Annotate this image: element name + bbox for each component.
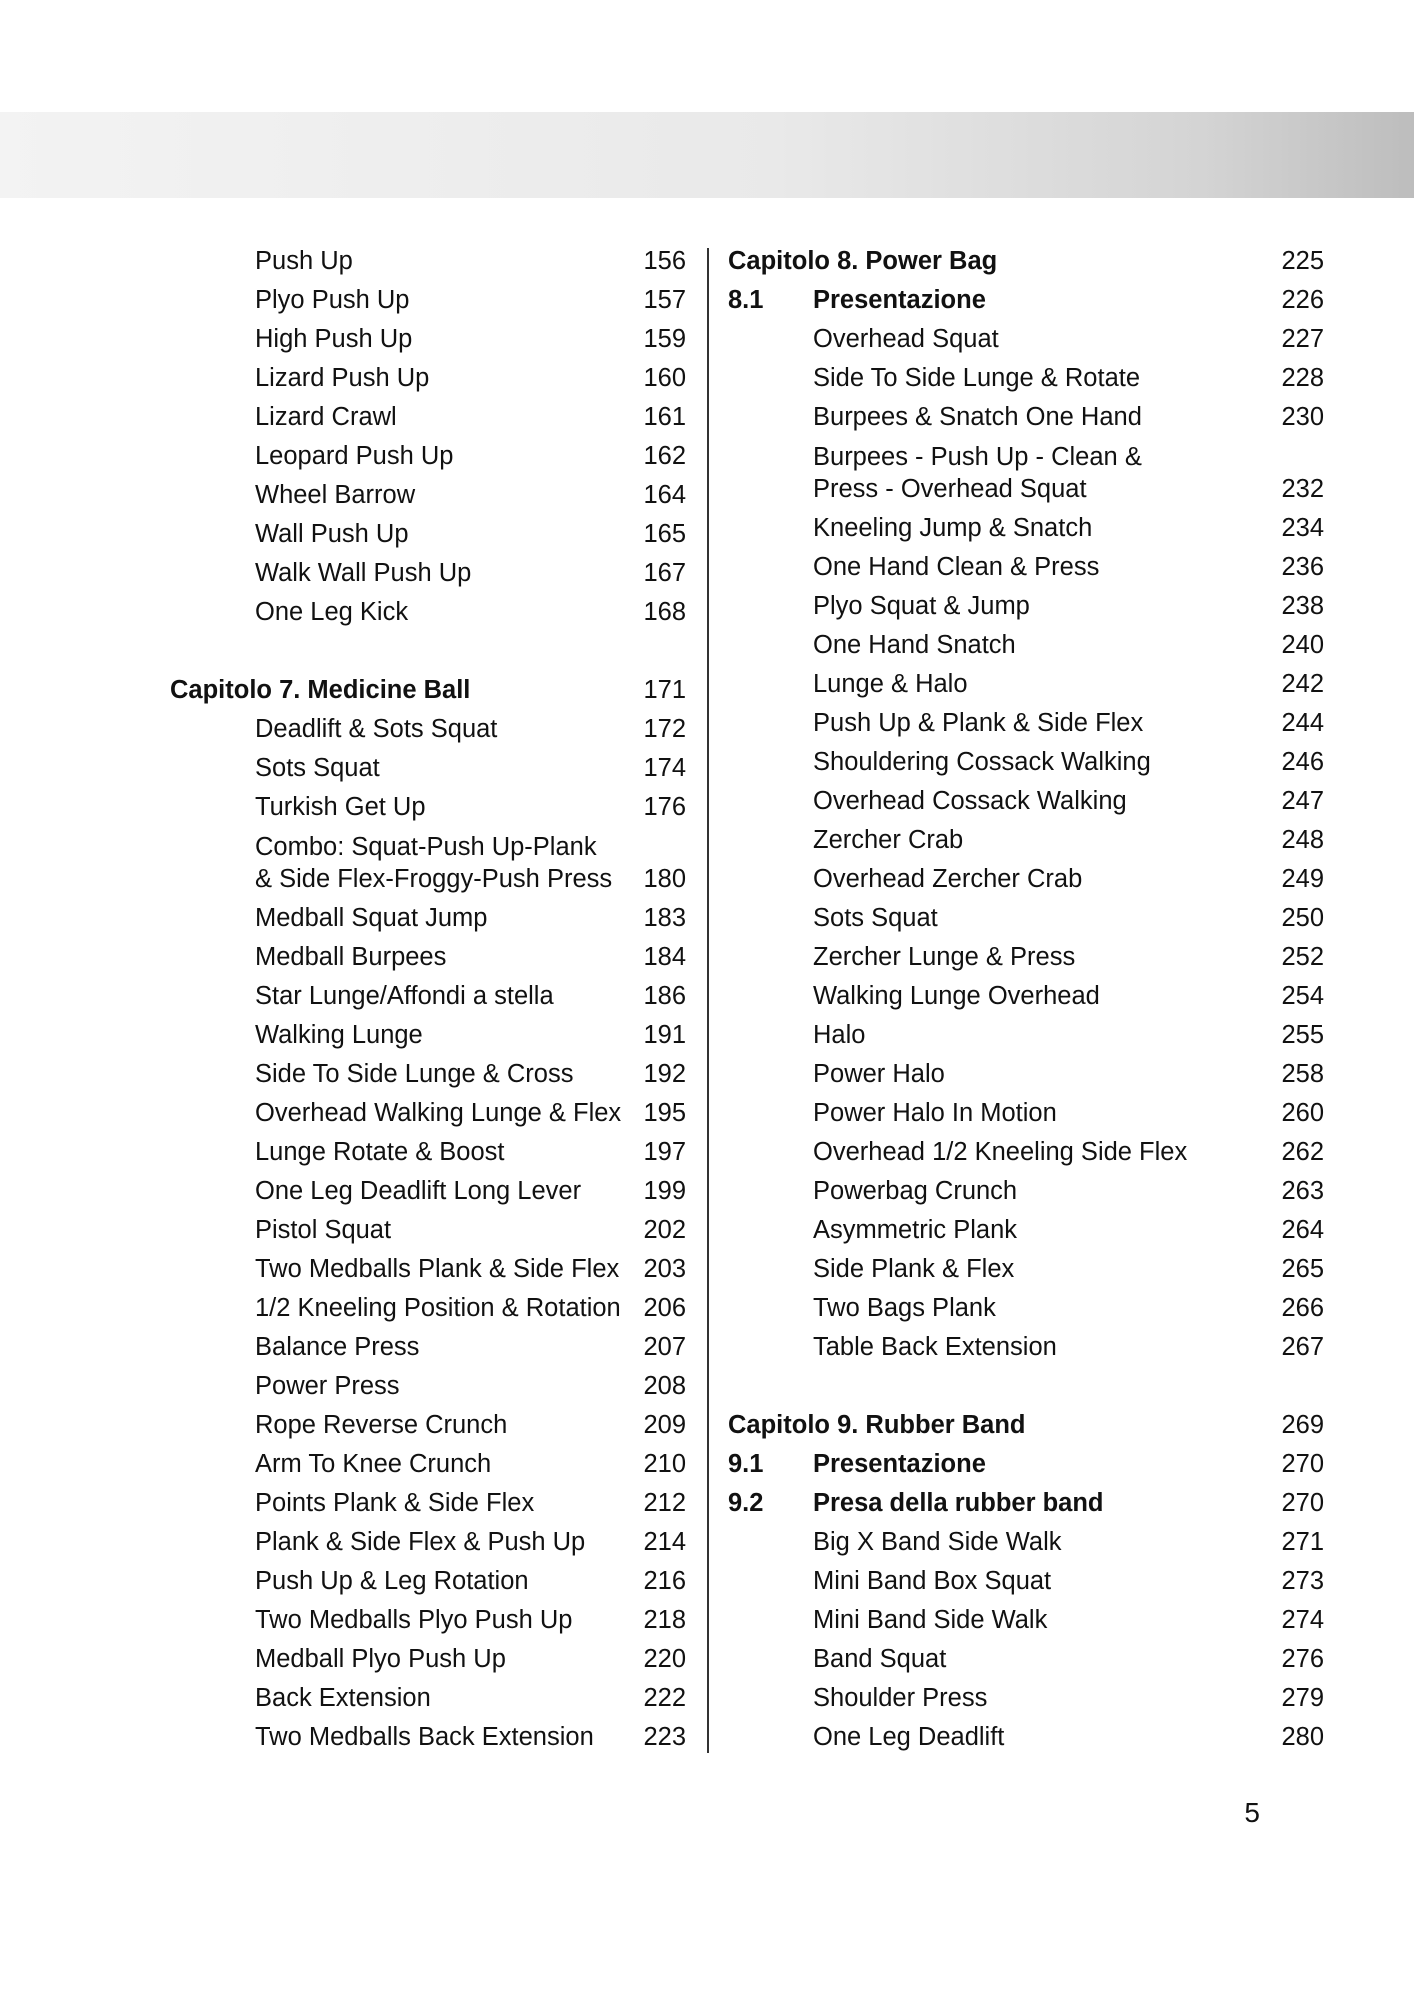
toc-entry-title: Burpees - Push Up - Clean & Press - Overhead Squat bbox=[813, 443, 1142, 503]
toc-entry-title: Walk Wall Push Up bbox=[255, 559, 472, 587]
toc-entry-page: 250 bbox=[1281, 904, 1324, 932]
toc-entry-page: 176 bbox=[643, 793, 686, 821]
toc-entry-page: 263 bbox=[1281, 1177, 1324, 1205]
toc-entry[interactable] bbox=[0, 437, 700, 476]
toc-entry-page: 273 bbox=[1281, 1567, 1324, 1595]
toc-entry-page: 202 bbox=[643, 1216, 686, 1244]
toc-entry-page: 156 bbox=[643, 247, 686, 275]
toc-entry[interactable] bbox=[0, 1055, 700, 1094]
toc-entry-page: 164 bbox=[643, 481, 686, 509]
toc-entry-title: Lizard Crawl bbox=[255, 403, 397, 431]
toc-entry-title: Side To Side Lunge & Rotate bbox=[813, 364, 1141, 392]
toc-entry-page: 240 bbox=[1281, 631, 1324, 659]
toc-entry-page: 186 bbox=[643, 982, 686, 1010]
toc-group bbox=[0, 899, 700, 1757]
toc-entry-title: Side Plank & Flex bbox=[813, 1255, 1015, 1283]
toc-entry-page: 244 bbox=[1281, 709, 1324, 737]
toc-entry-page: 214 bbox=[643, 1528, 686, 1556]
section-page: 226 bbox=[1281, 286, 1324, 314]
toc-entry-page: 264 bbox=[1281, 1216, 1324, 1244]
toc-entry[interactable] bbox=[0, 1406, 700, 1445]
toc-chapter-heading[interactable] bbox=[0, 671, 700, 710]
toc-entry-page: 160 bbox=[643, 364, 686, 392]
toc-right-column bbox=[710, 242, 1324, 1757]
toc-entry-title: Back Extension bbox=[255, 1684, 431, 1712]
toc-entry-page: 167 bbox=[643, 559, 686, 587]
toc-entry[interactable] bbox=[710, 1055, 1324, 1094]
toc-entry-title: Wheel Barrow bbox=[255, 481, 416, 509]
toc-entry[interactable] bbox=[710, 626, 1324, 665]
toc-entry[interactable] bbox=[0, 476, 700, 515]
toc-entry-title: Mini Band Side Walk bbox=[813, 1606, 1048, 1634]
toc-entry-title: Power Halo bbox=[813, 1060, 945, 1088]
toc-entry[interactable] bbox=[710, 782, 1324, 821]
toc-entry-title: Overhead Squat bbox=[813, 325, 999, 353]
toc-entry-page: 159 bbox=[643, 325, 686, 353]
toc-entry-page: 191 bbox=[643, 1021, 686, 1049]
toc-section-heading[interactable] bbox=[710, 1445, 1324, 1484]
toc-entry-page: 209 bbox=[643, 1411, 686, 1439]
toc-entry[interactable] bbox=[710, 437, 1324, 509]
toc-entry[interactable] bbox=[710, 704, 1324, 743]
toc-entry-title: Power Press bbox=[255, 1372, 400, 1400]
toc-entry-page: 246 bbox=[1281, 748, 1324, 776]
toc-entry[interactable] bbox=[0, 281, 700, 320]
toc-entry-page: 162 bbox=[643, 442, 686, 470]
toc-entry[interactable] bbox=[0, 1562, 700, 1601]
toc-group bbox=[0, 710, 700, 827]
toc-entry-title: One Hand Clean & Press bbox=[813, 553, 1100, 581]
toc-entry-page: 208 bbox=[643, 1372, 686, 1400]
toc-entry-page: 238 bbox=[1281, 592, 1324, 620]
toc-entry-page: 180 bbox=[643, 865, 686, 893]
toc-entry-title: Medball Plyo Push Up bbox=[255, 1645, 506, 1673]
toc-entry-page: 172 bbox=[643, 715, 686, 743]
toc-entry[interactable] bbox=[710, 1328, 1324, 1367]
toc-entry[interactable] bbox=[0, 1328, 700, 1367]
toc-entry-title: Plank & Side Flex & Push Up bbox=[255, 1528, 586, 1556]
section-number: 9.1 bbox=[728, 1450, 764, 1478]
toc-entry[interactable] bbox=[710, 1094, 1324, 1133]
toc-entry[interactable] bbox=[0, 749, 700, 788]
toc-entry-title: Band Squat bbox=[813, 1645, 947, 1673]
column-divider bbox=[707, 248, 709, 1753]
toc-entry-title: One Leg Kick bbox=[255, 598, 409, 626]
toc-entry-page: 210 bbox=[643, 1450, 686, 1478]
toc-entry[interactable] bbox=[0, 1523, 700, 1562]
toc-entry[interactable] bbox=[710, 821, 1324, 860]
toc-entry-title: One Leg Deadlift Long Lever bbox=[255, 1177, 582, 1205]
toc-entry[interactable] bbox=[710, 1718, 1324, 1757]
toc-entry-page: 199 bbox=[643, 1177, 686, 1205]
toc-group bbox=[710, 1523, 1324, 1757]
toc-entry[interactable] bbox=[0, 788, 700, 827]
toc-entry[interactable] bbox=[710, 1601, 1324, 1640]
toc-entry-page: 242 bbox=[1281, 670, 1324, 698]
toc-entry[interactable] bbox=[710, 743, 1324, 782]
spacer bbox=[710, 1367, 1300, 1406]
toc-entry-page: 157 bbox=[643, 286, 686, 314]
header-band bbox=[0, 112, 1414, 198]
toc-entry-title: Zercher Lunge & Press bbox=[813, 943, 1076, 971]
toc-entry[interactable] bbox=[710, 509, 1324, 548]
toc-entry[interactable] bbox=[710, 977, 1324, 1016]
toc-entry-title: Points Plank & Side Flex bbox=[255, 1489, 535, 1517]
toc-entry[interactable] bbox=[0, 1367, 700, 1406]
toc-entry-title: Lunge & Halo bbox=[813, 670, 968, 698]
toc-entry[interactable] bbox=[0, 1640, 700, 1679]
toc-entry[interactable] bbox=[0, 938, 700, 977]
toc-entry-title: Star Lunge/Affondi a stella bbox=[255, 982, 554, 1010]
toc-entry-title: Deadlift & Sots Squat bbox=[255, 715, 498, 743]
chapter-page: 171 bbox=[643, 676, 686, 704]
chapter-page: 269 bbox=[1281, 1411, 1324, 1439]
toc-entry-page: 197 bbox=[643, 1138, 686, 1166]
toc-entry-title: Turkish Get Up bbox=[255, 793, 426, 821]
toc-entry-page: 218 bbox=[643, 1606, 686, 1634]
toc-entry-title: High Push Up bbox=[255, 325, 413, 353]
toc-entry-title: Side To Side Lunge & Cross bbox=[255, 1060, 574, 1088]
toc-entry-page: 236 bbox=[1281, 553, 1324, 581]
toc-entry[interactable] bbox=[0, 1445, 700, 1484]
toc-entry-title: Table Back Extension bbox=[813, 1333, 1057, 1361]
toc-entry-title: Medball Squat Jump bbox=[255, 904, 488, 932]
page-number: 5 bbox=[1244, 1797, 1260, 1828]
toc-entry[interactable] bbox=[0, 1250, 700, 1289]
toc-entry-page: 228 bbox=[1281, 364, 1324, 392]
toc-entry-title: Two Medballs Back Extension bbox=[255, 1723, 594, 1751]
spacer bbox=[0, 632, 700, 671]
toc-entry[interactable] bbox=[0, 593, 700, 632]
toc-entry-title: Burpees & Snatch One Hand bbox=[813, 403, 1142, 431]
toc-entry[interactable] bbox=[710, 587, 1324, 626]
section-number: 9.2 bbox=[728, 1489, 764, 1517]
section-title: Presentazione bbox=[813, 1450, 986, 1478]
chapter-title: Capitolo 9. Rubber Band bbox=[728, 1411, 1026, 1439]
section-page: 270 bbox=[1281, 1489, 1324, 1517]
toc-entry-page: 195 bbox=[643, 1099, 686, 1127]
toc-entry-page: 267 bbox=[1281, 1333, 1324, 1361]
chapter-title: Capitolo 7. Medicine Ball bbox=[170, 676, 471, 704]
toc-entry[interactable] bbox=[710, 938, 1324, 977]
toc-entry[interactable] bbox=[0, 1601, 700, 1640]
toc-chapter-heading[interactable] bbox=[710, 1406, 1324, 1445]
toc-entry-title: Plyo Squat & Jump bbox=[813, 592, 1030, 620]
toc-entry[interactable] bbox=[0, 242, 700, 281]
toc-entry-title: Kneeling Jump & Snatch bbox=[813, 514, 1093, 542]
toc-entry[interactable] bbox=[0, 1016, 700, 1055]
toc-entry[interactable] bbox=[710, 665, 1324, 704]
toc-entry-page: 216 bbox=[643, 1567, 686, 1595]
toc-entry-page: 266 bbox=[1281, 1294, 1324, 1322]
toc-entry-page: 174 bbox=[643, 754, 686, 782]
toc-entry[interactable] bbox=[0, 1094, 700, 1133]
toc-entry[interactable] bbox=[710, 1172, 1324, 1211]
toc-entry-page: 183 bbox=[643, 904, 686, 932]
toc-entry-page: 192 bbox=[643, 1060, 686, 1088]
toc-group bbox=[710, 320, 1324, 437]
toc-entry-title: Halo bbox=[813, 1021, 866, 1049]
toc-entry-page: 276 bbox=[1281, 1645, 1324, 1673]
toc-entry-title: Two Medballs Plyo Push Up bbox=[255, 1606, 573, 1634]
toc-entry-page: 247 bbox=[1281, 787, 1324, 815]
toc-entry[interactable] bbox=[710, 1679, 1324, 1718]
toc-entry-title: Walking Lunge Overhead bbox=[813, 982, 1100, 1010]
toc-entry-title: 1/2 Kneeling Position & Rotation bbox=[255, 1294, 621, 1322]
toc-entry-page: 279 bbox=[1281, 1684, 1324, 1712]
toc-entry-title: Push Up & Leg Rotation bbox=[255, 1567, 529, 1595]
toc-entry-title: Shoulder Press bbox=[813, 1684, 988, 1712]
toc-entry-page: 258 bbox=[1281, 1060, 1324, 1088]
toc-entry-page: 254 bbox=[1281, 982, 1324, 1010]
toc-entry[interactable] bbox=[0, 515, 700, 554]
toc-entry[interactable] bbox=[0, 977, 700, 1016]
chapter-page: 225 bbox=[1281, 247, 1324, 275]
toc-entry-title: One Hand Snatch bbox=[813, 631, 1016, 659]
toc-entry-title: Overhead 1/2 Kneeling Side Flex bbox=[813, 1138, 1188, 1166]
toc-entry-title: Lunge Rotate & Boost bbox=[255, 1138, 505, 1166]
toc-entry-title: Walking Lunge bbox=[255, 1021, 423, 1049]
toc-left-column bbox=[0, 242, 700, 1757]
toc-entry-title: Plyo Push Up bbox=[255, 286, 410, 314]
toc-entry[interactable] bbox=[710, 359, 1324, 398]
toc-entry[interactable] bbox=[0, 1718, 700, 1757]
toc-entry-page: 227 bbox=[1281, 325, 1324, 353]
section-title: Presentazione bbox=[813, 286, 986, 314]
toc-entry[interactable] bbox=[710, 1250, 1324, 1289]
toc-entry-page: 223 bbox=[643, 1723, 686, 1751]
section-page: 270 bbox=[1281, 1450, 1324, 1478]
toc-entry-page: 220 bbox=[643, 1645, 686, 1673]
toc-entry-title: One Leg Deadlift bbox=[813, 1723, 1005, 1751]
toc-entry-title: Two Medballs Plank & Side Flex bbox=[255, 1255, 620, 1283]
toc-section-heading[interactable] bbox=[710, 1484, 1324, 1523]
toc-entry-page: 168 bbox=[643, 598, 686, 626]
toc-chapter-heading[interactable] bbox=[710, 242, 1324, 281]
toc-entry[interactable] bbox=[0, 710, 700, 749]
toc-entry-title: Overhead Zercher Crab bbox=[813, 865, 1083, 893]
toc-entry-title: Big X Band Side Walk bbox=[813, 1528, 1062, 1556]
toc-entry-page: 248 bbox=[1281, 826, 1324, 854]
toc-section-heading[interactable] bbox=[710, 281, 1324, 320]
section-number: 8.1 bbox=[728, 286, 764, 314]
toc-entry-title: Arm To Knee Crunch bbox=[255, 1450, 492, 1478]
toc-entry-title: Combo: Squat-Push Up-Plank & Side Flex-Froggy-Push Press bbox=[255, 833, 613, 893]
toc-entry-title: Mini Band Box Squat bbox=[813, 1567, 1052, 1595]
toc-entry[interactable] bbox=[0, 1484, 700, 1523]
toc-entry-title: Overhead Cossack Walking bbox=[813, 787, 1127, 815]
toc-entry-title: Overhead Walking Lunge & Flex bbox=[255, 1099, 622, 1127]
toc-entry-page: 252 bbox=[1281, 943, 1324, 971]
toc-entry-page: 265 bbox=[1281, 1255, 1324, 1283]
toc-entry-page: 161 bbox=[643, 403, 686, 431]
toc-entry[interactable] bbox=[710, 548, 1324, 587]
toc-entry[interactable] bbox=[0, 1211, 700, 1250]
toc-entry-page: 280 bbox=[1281, 1723, 1324, 1751]
toc-entry-page: 230 bbox=[1281, 403, 1324, 431]
toc-entry-title: Sots Squat bbox=[255, 754, 380, 782]
toc-entry-page: 222 bbox=[643, 1684, 686, 1712]
toc-entry-title: Shouldering Cossack Walking bbox=[813, 748, 1151, 776]
toc-entry-page: 165 bbox=[643, 520, 686, 548]
toc-entry-page: 260 bbox=[1281, 1099, 1324, 1127]
toc-entry-page: 249 bbox=[1281, 865, 1324, 893]
toc-entry[interactable] bbox=[710, 320, 1324, 359]
toc-entry-title: Power Halo In Motion bbox=[813, 1099, 1057, 1127]
toc-entry[interactable] bbox=[0, 398, 700, 437]
toc-entry[interactable] bbox=[0, 359, 700, 398]
toc-entry-page: 271 bbox=[1281, 1528, 1324, 1556]
toc-entry[interactable] bbox=[710, 1289, 1324, 1328]
toc-entry[interactable] bbox=[710, 860, 1324, 899]
toc-entry-title: Powerbag Crunch bbox=[813, 1177, 1018, 1205]
toc-entry[interactable] bbox=[710, 899, 1324, 938]
toc-entry-page: 203 bbox=[643, 1255, 686, 1283]
toc-entry[interactable] bbox=[0, 1172, 700, 1211]
toc-entry[interactable] bbox=[710, 398, 1324, 437]
toc-entry-title: Leopard Push Up bbox=[255, 442, 454, 470]
toc-entry-title: Two Bags Plank bbox=[813, 1294, 996, 1322]
toc-entry[interactable] bbox=[710, 1211, 1324, 1250]
toc-entry-title: Lizard Push Up bbox=[255, 364, 430, 392]
toc-entry[interactable] bbox=[0, 899, 700, 938]
toc-entry-page: 262 bbox=[1281, 1138, 1324, 1166]
toc-entry[interactable] bbox=[0, 1289, 700, 1328]
toc-entry-page: 212 bbox=[643, 1489, 686, 1517]
toc-entry-title: Push Up bbox=[255, 247, 353, 275]
toc-entry[interactable] bbox=[710, 1133, 1324, 1172]
toc-entry[interactable] bbox=[0, 1679, 700, 1718]
toc-entry[interactable] bbox=[0, 554, 700, 593]
toc-entry[interactable] bbox=[0, 1133, 700, 1172]
toc-entry-page: 207 bbox=[643, 1333, 686, 1361]
section-title: Presa della rubber band bbox=[813, 1489, 1104, 1517]
toc-entry[interactable] bbox=[710, 1523, 1324, 1562]
toc-entry[interactable] bbox=[710, 1640, 1324, 1679]
toc-entry-title: Pistol Squat bbox=[255, 1216, 392, 1244]
toc-entry-title: Zercher Crab bbox=[813, 826, 964, 854]
toc-entry-title: Rope Reverse Crunch bbox=[255, 1411, 508, 1439]
toc-entry[interactable] bbox=[710, 1016, 1324, 1055]
toc-entry-title: Balance Press bbox=[255, 1333, 420, 1361]
toc-entry-title: Medball Burpees bbox=[255, 943, 447, 971]
toc-entry-title: Sots Squat bbox=[813, 904, 938, 932]
toc-entry[interactable] bbox=[0, 827, 700, 899]
toc-entry-title: Asymmetric Plank bbox=[813, 1216, 1018, 1244]
toc-entry-page: 232 bbox=[1281, 475, 1324, 503]
toc-entry-page: 206 bbox=[643, 1294, 686, 1322]
toc-group bbox=[0, 242, 700, 632]
toc-entry-title: Wall Push Up bbox=[255, 520, 409, 548]
toc-entry-page: 234 bbox=[1281, 514, 1324, 542]
toc-entry[interactable] bbox=[710, 1562, 1324, 1601]
toc-entry-page: 184 bbox=[643, 943, 686, 971]
toc-entry-page: 274 bbox=[1281, 1606, 1324, 1634]
chapter-title: Capitolo 8. Power Bag bbox=[728, 247, 998, 275]
toc-group bbox=[710, 509, 1324, 1367]
toc-entry-page: 255 bbox=[1281, 1021, 1324, 1049]
toc-entry[interactable] bbox=[0, 320, 700, 359]
toc-entry-title: Push Up & Plank & Side Flex bbox=[813, 709, 1144, 737]
